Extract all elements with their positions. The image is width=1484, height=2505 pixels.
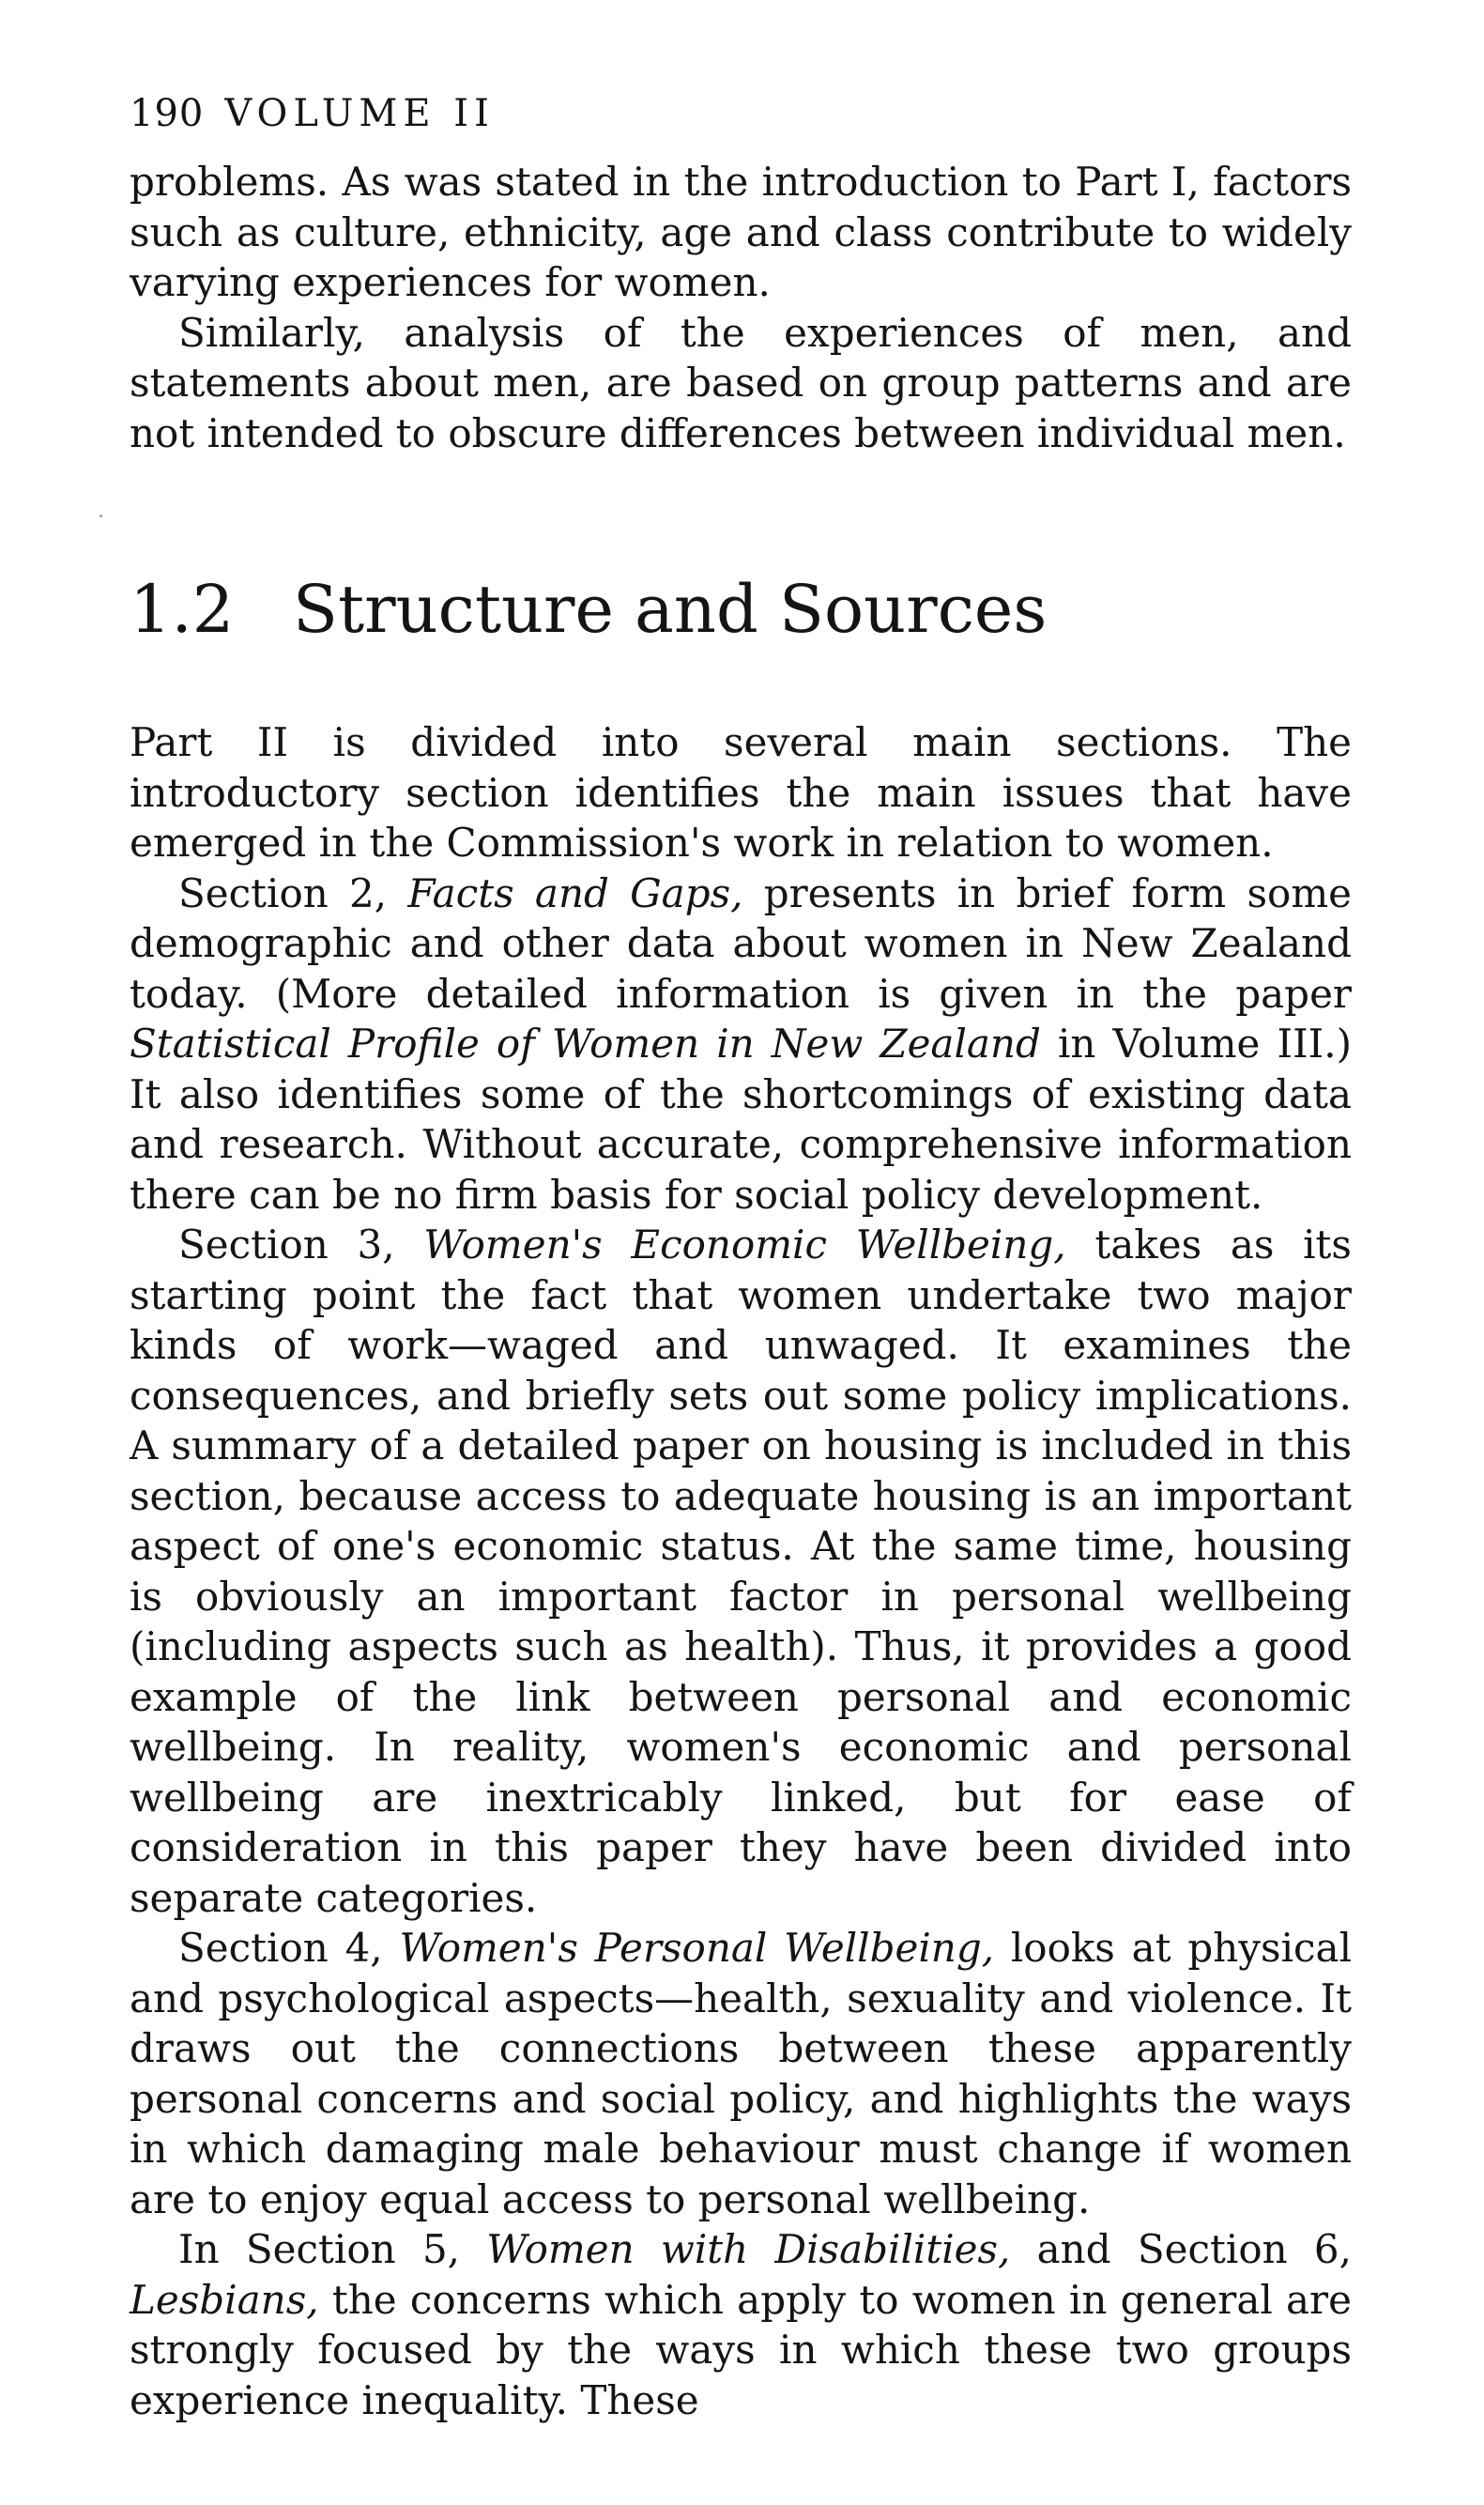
paragraph-section-2 xyxy=(130,868,1352,1221)
paragraph-continued: problems. As was stated in the introduction to Part I, factors such as culture, ethnicity, age and class contribute to widely varying experiences for women. xyxy=(130,159,1352,305)
text-run: Section 2, xyxy=(178,869,408,916)
paragraph-part-two-overview: Part II is divided into several main sections. The introductory section identifies the main issues that have emerged in the Commission's work in relation to women. xyxy=(130,719,1352,866)
paragraph-men-analysis: Similarly, analysis of the experiences of men, and statements about men, are based on group patterns and are not intended to obscure differences between individual men. xyxy=(130,309,1352,456)
volume-label: VOLUME II xyxy=(224,92,495,135)
section-number: 1.2 xyxy=(130,571,235,648)
document-page xyxy=(130,89,1352,2425)
paper-title: Statistical Profile of Women in New Zealand xyxy=(130,1021,1041,1067)
section-3-title: Women's Economic Wellbeing, xyxy=(423,1222,1066,1268)
running-head xyxy=(130,89,1352,138)
section-2-title: Facts and Gaps, xyxy=(407,869,743,916)
text-run: the concerns which apply to women in general are strongly focused by the ways in which these two groups experience inequality. These xyxy=(130,2276,1352,2423)
text-run: takes as its starting point the fact that women undertake two major kinds of work—waged and unwaged. It examines the consequences, and briefly sets out some policy implications. A summary of a detailed paper on housing is included in this section, because access to adequate housing is an important aspect of one's economic status. At the same time, housing is obviously an important factor in personal wellbeing (including aspects such as health). Thus, it provides a good example of the link between personal and economic wellbeing. In reality, women's economic and personal wellbeing are inextricably linked, but for ease of consideration in this paper they have been divided into separate categories. xyxy=(130,1222,1352,1921)
paragraph-section-3 xyxy=(130,1220,1352,1923)
section-6-title: Lesbians, xyxy=(130,2276,319,2323)
section-title: Structure and Sources xyxy=(293,571,1048,648)
section-4-title: Women's Personal Wellbeing, xyxy=(399,1925,995,1971)
text-run: Section 4, xyxy=(178,1925,400,1971)
text-run: looks at physical and psychological aspects—health, sexuality and violence. It draws out the connections between these apparently personal concerns and social policy, and highlights the ways in which damaging male behaviour must change if women are to enjoy equal access to personal wellbeing. xyxy=(130,1925,1352,2222)
text-run: presents in brief form some demographic and other data about women in New Zealand today. (More detailed information is given in the paper xyxy=(130,869,1352,1017)
page-number: 190 xyxy=(130,92,205,135)
section-heading xyxy=(130,567,1352,652)
text-run: In Section 5, xyxy=(178,2226,487,2272)
text-run: Section 3, xyxy=(178,1222,424,1268)
paragraph-sections-5-6 xyxy=(130,2224,1352,2425)
paragraph-section-4 xyxy=(130,1923,1352,2224)
section-5-title: Women with Disabilities, xyxy=(486,2226,1011,2272)
text-run: in Volume III.) It also identifies some of the shortcomings of existing data and research. Without accurate, comprehensive information there can be no firm basis for social policy development. xyxy=(130,1021,1352,1218)
scan-speck xyxy=(99,515,102,517)
text-run: and Section 6, xyxy=(1010,2226,1352,2272)
